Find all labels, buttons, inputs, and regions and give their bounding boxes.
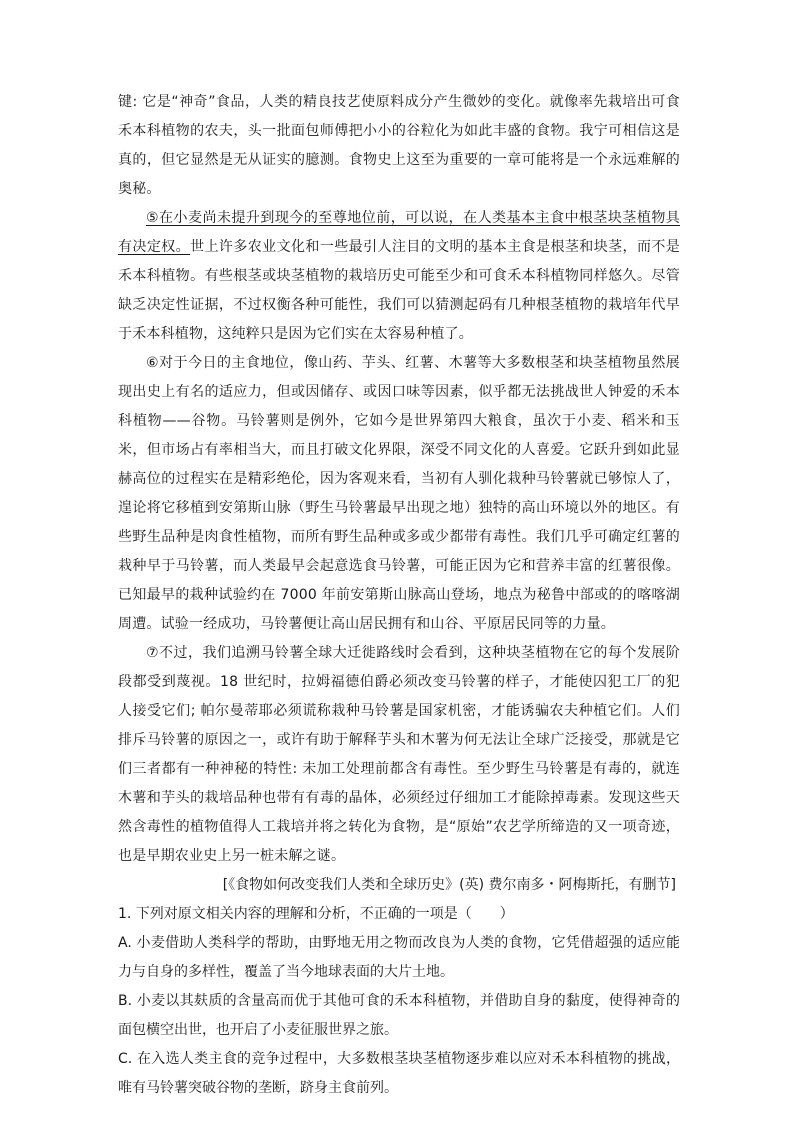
document-page [118, 88, 680, 1103]
underlined-sentence: ⑤在小麦尚未提升到现今的至尊地位前，可以说，在人类基本主食中根茎块茎植物具有决定权。 [118, 210, 680, 255]
question-1-option-b: B. 小麦以其麸质的含量高而优于其他可食的禾本科植物，并借助自身的黏度，使得神奇的面包横空出世，也开启了小麦征服世界之旅。 [118, 993, 680, 1038]
question-1-option-c: C. 在入选人类主食的竞争过程中，大多数根茎块茎植物逐步难以应对禾本科植物的挑战，唯有马铃薯突破谷物的垄断，跻身主食前列。 [118, 1051, 680, 1096]
question-1-option-a: A. 小麦借助人类科学的帮助，由野地无用之物而改良为人类的食物，它凭借超强的适应能力与自身的多样性，覆盖了当今地球表面的大片土地。 [118, 935, 680, 980]
passage-paragraph-7: ⑦不过，我们追溯马铃薯全球大迁徙路线时会看到，这种块茎植物在它的每个发展阶段都受到蔑视。18 世纪时，拉姆福德伯爵必须改变马铃薯的样子，才能使囚犯工厂的犯人接受它们; 帕尔曼蒂耶必须谎称栽种马铃薯是国家机密，才能诱骗农夫种植它们。人们排斥马铃薯的原因之一，或许有助于解释芋头和木薯为何无法让全球广泛接受，那就是它们三者都有一种神秘的特性: 未加工处理前都含有毒性。至少野生马铃薯是有毒的，就连木薯和芋头的栽培品种也带有有毒的晶体，必须经过仔细加工才能除掉毒素。发现这些天然含毒性的植物值得人工栽培并将之转化为食物，是“原始”农艺学所缔造的又一项奇迹，也是早期农业史上另一桩未解之谜。 [118, 645, 680, 864]
passage-source: [《食物如何改变我们人类和全球历史》(英) 费尔南多・阿梅斯托，有删节] [222, 877, 676, 893]
question-1-stem: 1. 下列对原文相关内容的理解和分析，不正确的一项是（ ） [118, 906, 514, 922]
passage-paragraph-intro: 键: 它是“神奇”食品，人类的精良技艺使原料成分产生微妙的变化。就像率先栽培出可食禾本科植物的农夫，头一批面包师傅把小小的谷粒化为如此丰盛的食物。我宁可相信这是真的，但它显然是无从证实的臆测。食物史上这至为重要的一章可能将是一个永远难解的奥秘。 [118, 94, 680, 197]
passage-paragraph-5 [118, 204, 680, 349]
passage-paragraph-6: ⑥对于今日的主食地位，像山药、芋头、红薯、木薯等大多数根茎和块茎植物虽然展现出史上有名的适应力，但或因储存、或因口味等因素，似乎都无法挑战世人钟爱的禾本科植物——谷物。马铃薯则是例外，它如今是世界第四大粮食，虽次于小麦、稻米和玉米，但市场占有率相当大，而且打破文化界限，深受不同文化的人喜爱。它跃升到如此显赫高位的过程实在是精彩绝伦，因为客观来看，当初有人驯化栽种马铃薯就已够惊人了，遑论将它移植到安第斯山脉（野生马铃薯最早出现之地）独特的高山环境以外的地区。有些野生品种是肉食性植物，而所有野生品种或多或少都带有毒性。我们几乎可确定红薯的栽种早于马铃薯，而人类最早会起意选食马铃薯，可能正因为它和营养丰富的红薯很像。已知最早的栽种试验约在 7000 年前安第斯山脉高山登场，地点为秘鲁中部或的的喀喀湖周遭。试验一经成功，马铃薯便让高山居民拥有和山谷、平原居民同等的力量。 [118, 355, 680, 632]
paragraph-5-rest: 世上许多农业文化和一些最引人注目的文明的基本主食是根茎和块茎，而不是禾本科植物。有些根茎或块茎植物的栽培历史可能至少和可食禾本科植物同样悠久。尽管缺乏决定性证据，不过权衡各种可能性，我们可以猜测起码有几种根茎植物的栽培年代早于禾本科植物，这纯粹只是因为它们实在太容易种植了。 [118, 239, 680, 342]
